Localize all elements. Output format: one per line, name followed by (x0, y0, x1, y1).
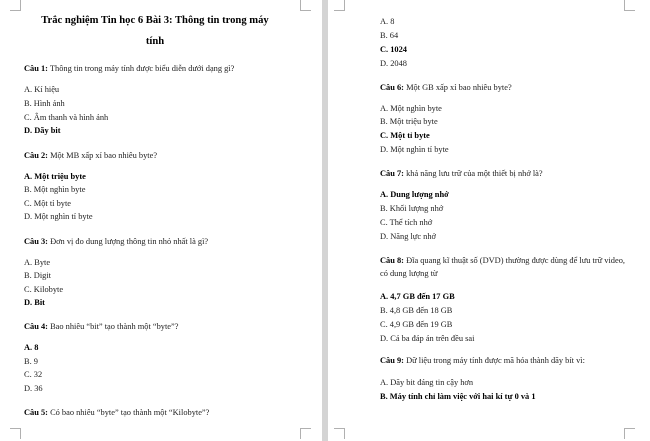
question-label: Câu 3: (24, 237, 48, 246)
q8-option-a: A. 4,7 GB đến 17 GB (380, 292, 455, 301)
q2-option-d: D. Một nghìn tỉ byte (24, 212, 93, 221)
question-3 (24, 237, 208, 247)
crop-mark (300, 0, 311, 11)
question-label: Câu 5: (24, 408, 48, 417)
q5-option-d: D. 2048 (380, 59, 407, 68)
q2-option-b: B. Một nghìn byte (24, 185, 86, 194)
question-text: Một MB xấp xỉ bao nhiêu byte? (47, 151, 158, 160)
question-text: Bao nhiêu “bit” tạo thành một “byte”? (47, 322, 179, 331)
question-4 (24, 322, 178, 332)
q6-option-b: B. Một triệu byte (380, 117, 438, 126)
question-label: Câu 7: (380, 169, 404, 178)
q1-option-d: D. Dãy bit (24, 126, 61, 135)
q2-option-a: A. Một triệu byte (24, 172, 86, 181)
document-page-right (328, 0, 650, 441)
crop-mark (10, 428, 21, 439)
question-label: Câu 8: (380, 256, 404, 265)
question-text: khả năng lưu trữ của một thiết bị nhớ là? (403, 169, 543, 178)
question-label: Câu 6: (380, 83, 404, 92)
question-text: Đơn vị đo dung lượng thông tin nhỏ nhất là gì? (47, 237, 209, 246)
q7-option-d: D. Năng lực nhớ (380, 232, 436, 241)
document-page-left (0, 0, 322, 441)
q6-option-c: C. Một tỉ byte (380, 131, 430, 140)
question-label: Câu 2: (24, 151, 48, 160)
q9-option-b: B. Máy tính chỉ làm việc với hai kí tự 0 và 1 (380, 392, 536, 401)
question-1 (24, 64, 234, 74)
q5-option-a: A. 8 (380, 17, 395, 26)
q1-option-b: B. Hình ảnh (24, 99, 65, 108)
question-5 (24, 408, 209, 418)
q3-option-b: B. Digit (24, 271, 51, 280)
q1-option-c: C. Âm thanh và hình ảnh (24, 113, 109, 122)
q8-option-b: B. 4,8 GB đến 18 GB (380, 306, 453, 315)
q4-option-b: B. 9 (24, 357, 38, 366)
question-8 (380, 256, 625, 266)
q3-option-a: A. Byte (24, 258, 51, 267)
q5-option-c: C. 1024 (380, 45, 407, 54)
crop-mark (300, 428, 311, 439)
q8-option-c: C. 4,9 GB đến 19 GB (380, 320, 453, 329)
question-text: Đĩa quang kĩ thuật số (DVD) thường được dùng để lưu trữ video, (403, 256, 625, 265)
q4-option-c: C. 32 (24, 370, 43, 379)
question-8-cont: có dung lượng từ (380, 269, 438, 278)
page-title-line-2: tính (145, 36, 165, 47)
q9-option-a: A. Dãy bit đáng tin cậy hơn (380, 378, 474, 387)
q6-option-d: D. Một nghìn tỉ byte (380, 145, 449, 154)
q7-option-a: A. Dung lượng nhớ (380, 190, 449, 199)
q7-option-c: C. Thể tích nhớ (380, 218, 433, 227)
q4-option-a: A. 8 (24, 343, 39, 352)
q3-option-d: D. Bit (24, 298, 45, 307)
crop-mark (624, 428, 635, 439)
q1-option-a: A. Kí hiệu (24, 85, 60, 94)
q4-option-d: D. 36 (24, 384, 43, 393)
q8-option-d: D. Cả ba đáp án trên đều sai (380, 334, 475, 343)
question-9 (380, 356, 585, 366)
q7-option-b: B. Khối lượng nhớ (380, 204, 444, 213)
crop-mark (624, 0, 635, 11)
question-label: Câu 1: (24, 64, 48, 73)
question-6 (380, 83, 512, 93)
question-7 (380, 169, 543, 179)
question-2 (24, 151, 157, 161)
q5-option-b: B. 64 (380, 31, 399, 40)
question-text: Thông tin trong máy tính được biểu diễn dưới dạng gì? (47, 64, 235, 73)
crop-mark (334, 0, 345, 11)
question-text: Một GB xấp xỉ bao nhiêu byte? (403, 83, 512, 92)
q3-option-c: C. Kilobyte (24, 285, 64, 294)
page-title-line-1: Trắc nghiệm Tin học 6 Bài 3: Thông tin trong máy (41, 15, 269, 26)
question-label: Câu 4: (24, 322, 48, 331)
question-text: Dữ liệu trong máy tính được mã hóa thành dãy bít vì: (403, 356, 585, 365)
question-label: Câu 9: (380, 356, 404, 365)
question-text: Có bao nhiêu “byte” tạo thành một “Kilobyte”? (47, 408, 210, 417)
q6-option-a: A. Một nghìn byte (380, 104, 442, 113)
q2-option-c: C. Một tỉ byte (24, 199, 71, 208)
crop-mark (10, 0, 21, 11)
crop-mark (334, 428, 345, 439)
